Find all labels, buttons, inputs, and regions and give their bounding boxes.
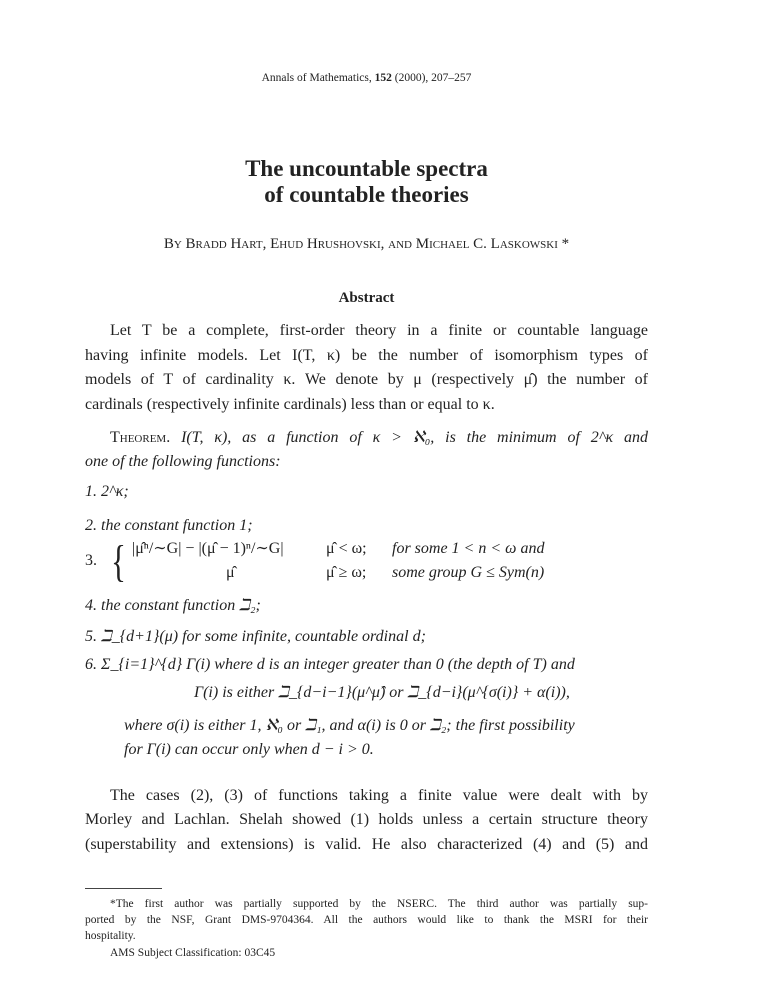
title-line-2: of countable theories bbox=[264, 182, 469, 207]
body-line: Morley and Lachlan. Shelah showed (1) holds unless a certain structure theory bbox=[85, 811, 648, 828]
journal-header bbox=[85, 68, 648, 88]
journal-name: Annals of Mathematics, bbox=[261, 72, 375, 84]
year-pages: (2000), 207–257 bbox=[391, 72, 472, 84]
where-line-1: where σ(i) is either 1, ℵ₀ or ℶ₁, and α(i) is 0 or ℶ₂; the first possibility bbox=[124, 717, 575, 734]
left-brace: { bbox=[111, 537, 126, 586]
footnote-line: ported by the NSF, Grant DMS-9704364. All the authors would like to thank the MSRI for their bbox=[85, 914, 648, 926]
abstract-heading: Abstract bbox=[338, 290, 395, 306]
title-line-1: The uncountable spectra bbox=[245, 156, 488, 181]
list-item-1: 1. 2^κ; bbox=[85, 483, 129, 500]
item3-note-2: some group G ≤ Sym(n) bbox=[392, 564, 545, 581]
item3-cond-1: μ̂ < ω; bbox=[326, 540, 367, 557]
footnote-line: *The first author was partially supported by the NSERC. The third author was partially sup- bbox=[110, 898, 648, 910]
body-line: The cases (2), (3) of functions taking a finite value were dealt with by bbox=[110, 787, 648, 804]
theorem-text: I(T, κ), as a function of κ > ℵ₀, is the minimum of 2^κ and bbox=[181, 429, 649, 446]
list-item-5: 5. ℶ_{d+1}(μ) for some infinite, countable ordinal d; bbox=[85, 628, 426, 645]
body-line: (superstability and extensions) is valid. He also characterized (4) and (5) and bbox=[85, 836, 648, 853]
theorem-line-1 bbox=[110, 428, 648, 448]
list-item-6: 6. Σ_{i=1}^{d} Γ(i) where d is an integer greater than 0 (the depth of T) and bbox=[85, 656, 575, 673]
abstract-line: cardinals (respectively infinite cardinals) less than or equal to κ. bbox=[85, 396, 495, 413]
list-item-3-number: 3. bbox=[85, 552, 97, 569]
abstract-line: Let T be a complete, first-order theory in a finite or countable language bbox=[110, 322, 648, 339]
list-item-2: 2. the constant function 1; bbox=[85, 517, 253, 534]
item3-note-1: for some 1 < n < ω and bbox=[392, 540, 545, 557]
item3-value-1: |μ̂ⁿ/∼G| − |(μ̂ − 1)ⁿ/∼G| bbox=[132, 540, 284, 557]
volume: 152 bbox=[374, 72, 392, 84]
item3-value-2: μ̂ bbox=[226, 564, 235, 581]
footnote-line: hospitality. bbox=[85, 930, 136, 942]
abstract-line: having infinite models. Let I(T, κ) be the number of isomorphism types of bbox=[85, 347, 648, 364]
where-line-2: for Γ(i) can occur only when d − i > 0. bbox=[124, 741, 374, 758]
theorem-line-2: one of the following functions: bbox=[85, 453, 281, 470]
item3-cond-2: μ̂ ≥ ω; bbox=[326, 564, 367, 581]
subject-classification: AMS Subject Classification: 03C45 bbox=[110, 947, 276, 959]
abstract-line: models of T of cardinality κ. We denote by μ (respectively μ̂) the number of bbox=[85, 371, 648, 388]
list-item-4: 4. the constant function ℶ₂; bbox=[85, 597, 261, 614]
footnote-rule bbox=[85, 888, 162, 889]
theorem-label: Theorem. bbox=[110, 429, 171, 446]
gamma-definition: Γ(i) is either ℶ_{d−i−1}(μ^μ̂) or ℶ_{d−i}(μ^{σ(i)} + α(i)), bbox=[194, 684, 570, 701]
authors: By Bradd Hart, Ehud Hrushovski, and Michael C. Laskowski * bbox=[163, 236, 570, 252]
